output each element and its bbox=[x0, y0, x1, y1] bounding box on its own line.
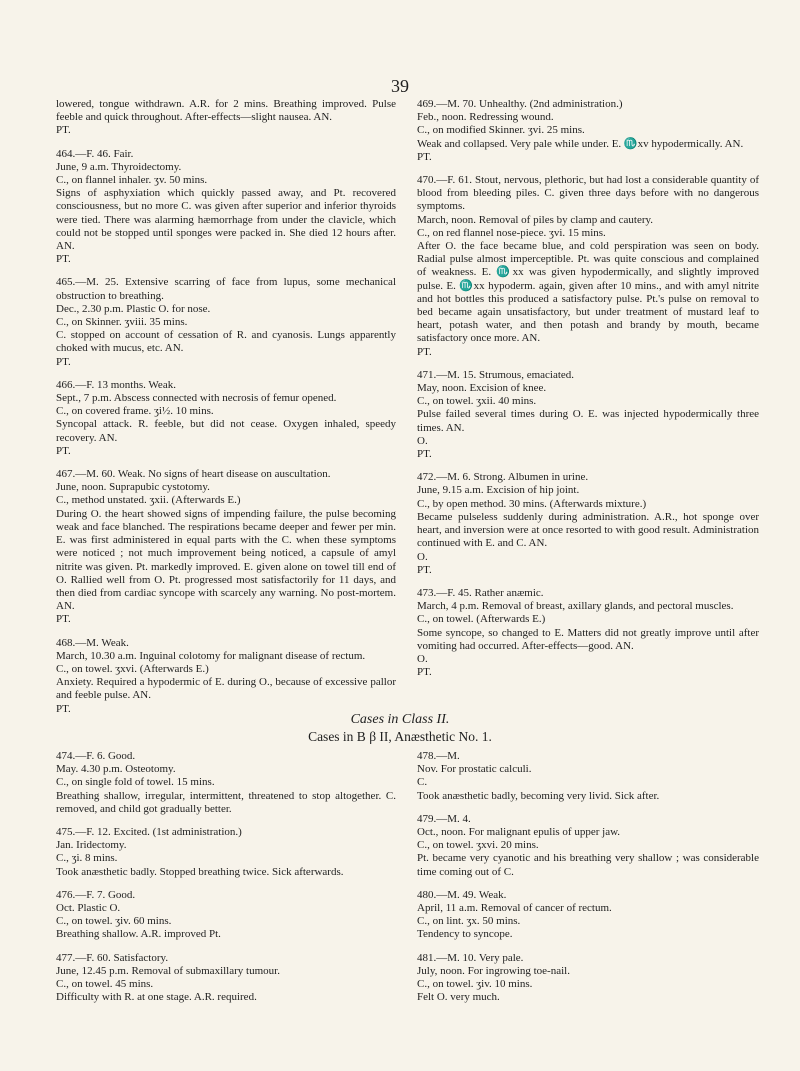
case-entry bbox=[417, 813, 759, 879]
case-line: 469.—M. 70. Unhealthy. (2nd administration.) bbox=[417, 98, 623, 110]
case-line: C., on red flannel nose-piece. ʒvi. 15 mins. bbox=[417, 226, 606, 239]
case-line: C., on towel. ʒiv. 60 mins. bbox=[56, 915, 172, 928]
case-line: O. bbox=[417, 652, 428, 665]
case-line: Pt. became very cyanotic and his breathing very shallow ; was considerable time coming out of C. bbox=[417, 852, 759, 878]
case-line: Nov. For prostatic calculi. bbox=[417, 763, 532, 776]
case-line: Signs of asphyxiation which quickly passed away, and Pt. recovered consciousness, but no more C. was given after superior and inferior thyroids were tied. There was alarming hæmorrhage from under the clavicle, which could not be stopped until sponges were packed in. She died 12 hours after. AN. bbox=[56, 187, 396, 253]
case-line: Pulse failed several times during O. E. was injected hypodermically three times. AN. bbox=[417, 408, 759, 434]
case-entry bbox=[56, 889, 396, 942]
case-line: C. bbox=[417, 776, 428, 789]
case-line: Difficulty with R. at one stage. A.R. required. bbox=[56, 991, 257, 1004]
case-line: May. 4.30 p.m. Osteotomy. bbox=[56, 763, 176, 776]
case-line: June, 9 a.m. Thyroidectomy. bbox=[56, 160, 182, 173]
case-entry bbox=[56, 276, 396, 368]
case-entry bbox=[56, 379, 396, 458]
case-line: 475.—F. 12. Excited. (1st administration.) bbox=[56, 826, 242, 839]
page-number: 39 bbox=[391, 76, 409, 96]
case-line: 479.—M. 4. bbox=[417, 812, 471, 825]
pt-marker: O. bbox=[417, 434, 428, 447]
right-column-top bbox=[417, 98, 759, 689]
section-subtitle: Cases in B β II, Anæsthetic No. 1. bbox=[308, 729, 492, 744]
pt-marker: PT. bbox=[417, 448, 432, 461]
case-line: C., method unstated. ʒxii. (Afterwards E.) bbox=[56, 494, 241, 507]
right-column-bottom bbox=[417, 750, 759, 1014]
case-line: 468.—M. Weak. bbox=[56, 636, 129, 649]
case-entry bbox=[417, 369, 759, 461]
case-line: Took anæsthetic badly, becoming very livid. Sick after. bbox=[417, 789, 660, 802]
case-line: Jan. Iridectomy. bbox=[56, 839, 127, 852]
case-line: Anxiety. Required a hypodermic of E. during O., because of excessive pallor and feeble pulse. AN. bbox=[56, 676, 396, 702]
case-line: Tendency to syncope. bbox=[417, 928, 513, 941]
case-line: PT. bbox=[417, 666, 432, 679]
case-line: C., on towel. ʒiv. 10 mins. bbox=[417, 978, 533, 991]
pt-marker: PT. bbox=[56, 613, 71, 626]
case-line: Some syncope, so changed to E. Matters did not greatly improve until after vomiting had occurred. After-effects—good. AN. bbox=[417, 626, 759, 652]
case-line: Felt O. very much. bbox=[417, 991, 500, 1004]
case-line: Dec., 2.30 p.m. Plastic O. for nose. bbox=[56, 302, 211, 315]
pt-marker: PT. bbox=[56, 124, 71, 137]
case-entry bbox=[56, 148, 396, 267]
case-line: 470.—F. 61. Stout, nervous, plethoric, but had lost a considerable quantity of blood from bleeding piles. C. given three days before with no dangerous symptoms. bbox=[417, 174, 759, 213]
case-line: During O. the heart showed signs of impending failure, the pulse becoming weak and face blanched. The respirations became deeper and fewer per min. E. was first administered in equal parts with the C. when these symptoms were noticed ; not much improvement being noticed, a capsule of amyl nitrite was given. Pt. markedly improved. E. given alone on towel till end of O. Rallied well from O. Pt. progressed most satisfactorily for 11 days, and then died from cardiac syncope with scarcely any warning. No post-mortem. AN. bbox=[56, 507, 396, 613]
case-entry bbox=[417, 587, 759, 679]
left-column-bottom bbox=[56, 750, 396, 1014]
case-line: 464.—F. 46. Fair. bbox=[56, 147, 134, 160]
pt-marker: PT. bbox=[56, 444, 71, 457]
case-line: Oct., noon. For malignant epulis of upper jaw. bbox=[417, 826, 621, 839]
section-title: Cases in Class II. bbox=[350, 712, 450, 727]
case-line: Breathing shallow, irregular, intermittent, threatened to stop altogether. C. removed, and child got gradually better. bbox=[56, 789, 396, 815]
pt-marker: PT. bbox=[56, 355, 71, 368]
case-entry bbox=[56, 637, 396, 716]
case-line: Weak and collapsed. Very pale while under. E. ♏xv hypodermically. AN. bbox=[417, 137, 744, 150]
case-line: Oct. Plastic O. bbox=[56, 902, 121, 915]
case-entry bbox=[417, 750, 759, 803]
case-line: 465.—M. 25. Extensive scarring of face from lupus, some mechanical obstruction to breathing. bbox=[56, 276, 396, 302]
case-line: Feb., noon. Redressing wound. bbox=[417, 111, 554, 124]
case-line: C., on towel. ʒxvi. (Afterwards E.) bbox=[56, 662, 209, 675]
case-line: C., on flannel inhaler. ʒv. 50 mins. bbox=[56, 174, 208, 187]
case-line: 478.—M. bbox=[417, 750, 460, 762]
case-line: After O. the face became blue, and cold perspiration was seen on body. Radial pulse almost imperceptible. Pt. was quite conscious and complained of weakness. E. ♏xx was given hypodermically, and slightly improved pulse. E. ♏xx hypoderm. again, given after 10 mins., and with amyl nitrite and hot bottles this produced a satisfactory pulse. Pt.'s pulse on removal to bed became again unsatisfactory, but under treatment of mustard leaf to heart, potash water, and then potash and brandy by mouth, became satisfactory once more. AN. bbox=[417, 240, 759, 345]
case-entry bbox=[56, 826, 396, 879]
case-line: 467.—M. 60. Weak. No signs of heart disease on auscultation. bbox=[56, 468, 331, 481]
case-line: 474.—F. 6. Good. bbox=[56, 750, 136, 762]
case-entry bbox=[417, 471, 759, 577]
case-line: March, noon. Removal of piles by clamp and cautery. bbox=[417, 213, 654, 226]
case-line: Became pulseless suddenly during administration. A.R., hot sponge over heart, and inversion were at once resorted to with good result. Administration continued with E. and C. AN. bbox=[417, 510, 759, 550]
case-entry bbox=[56, 98, 396, 138]
case-line: C., ʒi. 8 mins. bbox=[56, 852, 118, 865]
case-line: C., on towel. (Afterwards E.) bbox=[417, 613, 546, 626]
case-line: Breathing shallow. A.R. improved Pt. bbox=[56, 928, 221, 941]
case-line: April, 11 a.m. Removal of cancer of rectum. bbox=[417, 902, 612, 915]
case-line: lowered, tongue withdrawn. A.R. for 2 mins. Breathing improved. Pulse feeble and quick throughout. After-effects—slight nausea. AN. bbox=[56, 98, 396, 124]
case-line: C., on modified Skinner. ʒvi. 25 mins. bbox=[417, 124, 585, 137]
pt-marker: PT. bbox=[56, 702, 71, 715]
pt-marker: PT. bbox=[417, 563, 432, 576]
case-entry bbox=[417, 889, 759, 942]
case-entry bbox=[56, 952, 396, 1005]
case-line: C., on covered frame. ʒi½. 10 mins. bbox=[56, 405, 214, 418]
case-line: May, noon. Excision of knee. bbox=[417, 382, 547, 395]
case-line: C., on towel. ʒxii. 40 mins. bbox=[417, 395, 537, 408]
case-entry bbox=[56, 750, 396, 816]
case-line: 476.—F. 7. Good. bbox=[56, 888, 136, 901]
pt-marker: PT. bbox=[417, 345, 432, 358]
case-line: 471.—M. 15. Strumous, emaciated. bbox=[417, 368, 575, 381]
case-line: 480.—M. 49. Weak. bbox=[417, 888, 507, 901]
case-line: 466.—F. 13 months. Weak. bbox=[56, 378, 176, 391]
case-line: June, noon. Suprapubic cystotomy. bbox=[56, 481, 210, 494]
case-line: C., by open method. 30 mins. (Afterwards mixture.) bbox=[417, 497, 647, 510]
case-line: 473.—F. 45. Rather anæmic. bbox=[417, 586, 544, 599]
case-line: June, 12.45 p.m. Removal of submaxillary tumour. bbox=[56, 964, 280, 977]
case-line: Took anæsthetic badly. Stopped breathing twice. Sick afterwards. bbox=[56, 865, 344, 878]
case-line: C., on towel. 45 mins. bbox=[56, 978, 154, 991]
case-line: C., on Skinner. ʒviii. 35 mins. bbox=[56, 316, 188, 329]
case-line: Sept., 7 p.m. Abscess connected with necrosis of femur opened. bbox=[56, 392, 337, 405]
pt-marker: PT. bbox=[56, 253, 71, 266]
case-line: 472.—M. 6. Strong. Albumen in urine. bbox=[417, 471, 589, 484]
case-entry bbox=[417, 98, 759, 164]
pt-marker: PT. bbox=[417, 150, 432, 163]
case-line: March, 4 p.m. Removal of breast, axillary glands, and pectoral muscles. bbox=[417, 600, 734, 613]
case-line: July, noon. For ingrowing toe-nail. bbox=[417, 964, 570, 977]
case-line: June, 9.15 a.m. Excision of hip joint. bbox=[417, 484, 580, 497]
case-line: 481.—M. 10. Very pale. bbox=[417, 951, 524, 964]
case-entry bbox=[417, 952, 759, 1005]
case-entry bbox=[417, 174, 759, 359]
case-line: March, 10.30 a.m. Inguinal colotomy for malignant disease of rectum. bbox=[56, 649, 366, 662]
case-line: C., on towel. ʒxvi. 20 mins. bbox=[417, 839, 539, 852]
case-entry bbox=[56, 468, 396, 626]
case-line: C., on single fold of towel. 15 mins. bbox=[56, 776, 215, 789]
pt-marker: O. bbox=[417, 550, 428, 563]
case-line: C., on lint. ʒx. 50 mins. bbox=[417, 915, 521, 928]
case-line: Syncopal attack. R. feeble, but did not cease. Oxygen inhaled, speedy recovery. AN. bbox=[56, 418, 396, 444]
left-column-top bbox=[56, 98, 396, 726]
case-line: C. stopped on account of cessation of R. and cyanosis. Lungs apparently choked with mucus, etc. AN. bbox=[56, 329, 396, 355]
case-line: 477.—F. 60. Satisfactory. bbox=[56, 951, 169, 964]
